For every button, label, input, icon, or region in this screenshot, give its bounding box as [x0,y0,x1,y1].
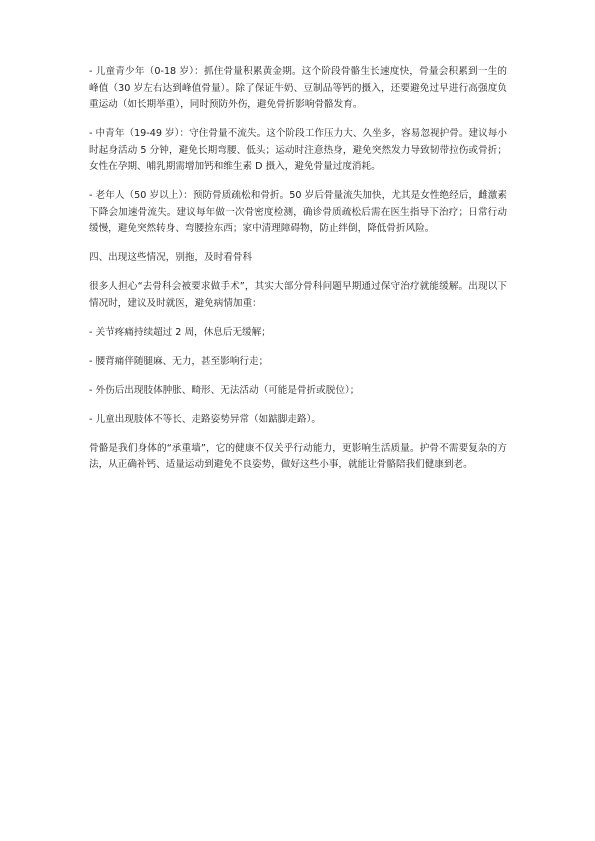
paragraph-elderly-bone-care: - 老年人（50 岁以上）：预防骨质疏松和骨折。50 岁后骨量流失加快，尤其是女性绝经后，雌激素下降会加速骨流失。建议每年做一次骨密度检测，确诊骨质疏松后需在医生指导下治疗；日常行动缓慢，避免突然转身、弯腰捡东西；家中清理障碍物，防止绊倒，降低骨折风险。 [89,190,507,234]
list-item-child-limb: - 儿童出现肢体不等长、走路姿势异常（如踮脚走路）。 [89,413,321,425]
document-body [89,64,507,486]
section-heading-see-orthopedics: 四、出现这些情况，别拖，及时看骨科 [89,252,253,263]
paragraph-conclusion: 骨骼是我们身体的“承重墙”，它的健康不仅关乎行动能力，更影响生活质量。护骨不需要复杂的方法，从正确补钙、适量运动到避免不良姿势，做好这些小事，就能让骨骼陪我们健康到老。 [89,442,507,470]
list-item-back-pain: - 腰背痛伴随腿麻、无力，甚至影响行走； [89,355,269,367]
paragraph-children-bone-care: - 儿童青少年（0-18 岁）：抓住骨量积累黄金期。这个阶段骨骼生长速度快，骨量会积累到一生的峰值（30 岁左右达到峰值骨量）。除了保证牛奶、豆制品等钙的摄入，还要避免过早进行高强度负重运动（如长期举重），同时预防外伤，避免骨折影响骨骼发育。 [89,66,507,110]
list-item-injury-swelling: - 外伤后出现肢体肿胀、畸形、无法活动（可能是骨折或脱位）； [89,384,360,396]
paragraph-when-to-see-doctor: 很多人担心“去骨科会被要求做手术”，其实大部分骨科问题早期通过保守治疗就能缓解。出现以下情况时，建议及时就医，避免病情加重： [89,281,507,309]
list-item-joint-pain: - 关节疼痛持续超过 2 周，休息后无缓解； [89,326,271,338]
paragraph-adult-bone-care: - 中青年（19-49 岁）：守住骨量不流失。这个阶段工作压力大、久坐多，容易忽视护骨。建议每小时起身活动 5 分钟，避免长期弯腰、低头；运动时注意热身，避免突然发力导致韧带拉伤或骨折；女性在孕期、哺乳期需增加钙和维生素 D 摄入，避免骨量过度消耗。 [89,128,507,172]
